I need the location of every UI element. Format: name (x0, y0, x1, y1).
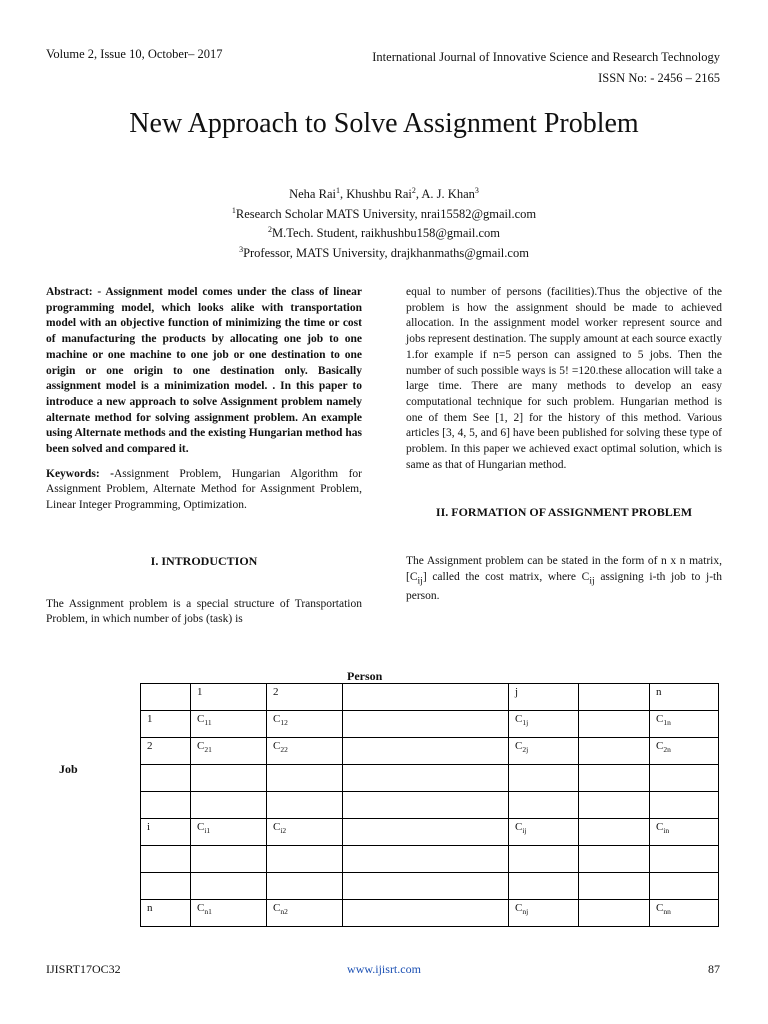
cell-value: n (656, 686, 662, 698)
table-row (141, 684, 719, 711)
table-cell (191, 738, 267, 765)
table-cell (343, 900, 509, 927)
table-cell (343, 684, 509, 711)
table-cell (141, 765, 191, 792)
table-cell (579, 873, 650, 900)
cell-value: i (147, 821, 151, 833)
cell-value: C (197, 902, 205, 914)
affiliation-2-mark: 2 (268, 225, 273, 235)
table-cell (509, 711, 579, 738)
table-cell (191, 900, 267, 927)
formation-text-part-3: assigning i-th job to j-th person. (406, 570, 722, 602)
table-cell (191, 765, 267, 792)
table-cell (509, 738, 579, 765)
table-cell (579, 684, 650, 711)
cell-value: j (515, 686, 519, 698)
table-row (141, 765, 719, 792)
table-cell (509, 684, 579, 711)
cell-value: C (656, 821, 664, 833)
table-cell (509, 765, 579, 792)
table-cell (141, 900, 191, 927)
cell-subscript: n2 (280, 907, 288, 917)
table-cell (141, 846, 191, 873)
right-column (406, 285, 722, 605)
paper-title: New Approach to Solve Assignment Problem (129, 108, 639, 139)
introduction-heading: I. INTRODUCTION (150, 553, 258, 568)
table-cell (141, 792, 191, 819)
table-cell (141, 711, 191, 738)
author-sep-2: , (415, 187, 422, 202)
table-cell (579, 765, 650, 792)
cell-value: C (515, 902, 523, 914)
table-row (141, 711, 719, 738)
cell-value: C (197, 713, 205, 725)
formation-heading: II. FORMATION OF ASSIGNMENT PROBLEM (435, 505, 693, 520)
table-cell (650, 873, 719, 900)
table-cell (141, 684, 191, 711)
table-cell (579, 819, 650, 846)
author-block (0, 183, 768, 262)
issn: ISSN No: - 2456 – 2165 (598, 71, 720, 85)
cell-subscript: in (663, 826, 670, 836)
table-cell (343, 873, 509, 900)
page-number: 87 (708, 962, 720, 976)
table-row (141, 846, 719, 873)
table-cell (509, 792, 579, 819)
author-3: A. J. Khan (421, 187, 475, 202)
keywords (46, 467, 362, 514)
table-cell (191, 711, 267, 738)
table-row (141, 900, 719, 927)
formation-text-part-2: ] called the cost matrix, where C (422, 570, 590, 583)
author-names (0, 183, 768, 203)
table-cell (267, 873, 343, 900)
abstract: Abstract: - Assignment model comes under the class of linear programming model, which looks alike with transportation model with an objective function of minimizing the time or cost of manufacturing the products by allocating one job to one machine or one machine to one job or one destination to one origin or one origin to one destination only. Basically assignment model is a minimization model. . In this paper to introduce a new approach to solve Assignment problem namely alternate method for solving assignment problem. An example using Alternate methods and the existing Hungarian method has been solved and compared it. (46, 286, 362, 456)
cell-subscript: 2n (663, 745, 671, 755)
cell-subscript: i2 (280, 826, 287, 836)
cell-subscript: 11 (204, 718, 212, 728)
table-cell (267, 792, 343, 819)
table-cell (191, 792, 267, 819)
table-cell (650, 765, 719, 792)
cell-value: C (273, 740, 281, 752)
table-cell (191, 684, 267, 711)
table-cell (267, 846, 343, 873)
cell-value: C (273, 713, 281, 725)
left-column (46, 285, 362, 628)
table-cell (509, 846, 579, 873)
table-row (141, 738, 719, 765)
keywords-label: Keywords: - (46, 467, 114, 480)
table-cell (267, 738, 343, 765)
job-axis-label: Job (59, 762, 78, 776)
affiliation-3-text: Professor, MATS University, drajkhanmaths@gmail.com (243, 246, 529, 261)
cell-subscript: 22 (280, 745, 288, 755)
cell-value: C (515, 740, 523, 752)
cell-value: C (656, 713, 664, 725)
author-2: Khushbu Rai (346, 187, 412, 202)
volume-issue: Volume 2, Issue 10, October– 2017 (46, 47, 223, 61)
table-cell (579, 900, 650, 927)
table-cell (579, 792, 650, 819)
table-cell (509, 900, 579, 927)
author-3-mark: 3 (474, 186, 479, 195)
paper-id: IJISRT17OC32 (46, 962, 121, 976)
affiliation-1-mark: 1 (231, 205, 236, 215)
table-cell (579, 846, 650, 873)
author-sep-1: , (339, 187, 347, 202)
cell-value: C (197, 740, 205, 752)
table-cell (267, 900, 343, 927)
cell-value: C (197, 821, 205, 833)
author-1-mark: 1 (335, 186, 340, 195)
cell-value: 2 (147, 740, 153, 752)
cell-subscript: 2j (522, 745, 529, 755)
keywords-text: Assignment Problem, Hungarian Algorithm for Assignment Problem, Alternate Method for Assignment Problem, Linear Integer Programming, Optimization. (46, 467, 362, 512)
cell-subscript: n1 (204, 907, 212, 917)
table-cell (509, 873, 579, 900)
table-cell (509, 819, 579, 846)
cell-value: C (656, 740, 664, 752)
cost-matrix-table (140, 683, 719, 927)
table-cell (343, 792, 509, 819)
table-cell (141, 873, 191, 900)
affiliation-3 (0, 242, 768, 262)
table-cell (650, 792, 719, 819)
table-row (141, 873, 719, 900)
cost-matrix-body (141, 684, 719, 927)
cell-subscript: 1j (522, 718, 529, 728)
table-cell (191, 846, 267, 873)
table-cell (267, 684, 343, 711)
table-cell (267, 819, 343, 846)
cell-value: C (273, 902, 281, 914)
table-cell (650, 819, 719, 846)
cell-value: 1 (147, 713, 153, 725)
cell-subscript: 1n (663, 718, 671, 728)
author-1: Neha Rai (289, 187, 336, 202)
table-cell (650, 738, 719, 765)
cell-value: n (147, 902, 153, 914)
formation-text-part-1: The Assignment problem can be stated in the form of n x n matrix, [C (406, 555, 722, 583)
cell-value: 1 (197, 686, 203, 698)
cell-subscript: ij (522, 826, 527, 836)
table-row (141, 792, 719, 819)
cell-subscript: 12 (280, 718, 288, 728)
introduction-text: The Assignment problem is a special structure of Transportation Problem, in which number of jobs (task) is (46, 597, 362, 626)
cell-value: C (515, 821, 523, 833)
cell-value: 2 (273, 686, 279, 698)
affiliation-3-mark: 3 (239, 244, 244, 254)
affiliation-1 (0, 203, 768, 223)
formation-text (406, 554, 722, 604)
table-cell (267, 711, 343, 738)
table-cell (343, 711, 509, 738)
table-cell (343, 738, 509, 765)
table-cell (267, 765, 343, 792)
affiliation-2 (0, 222, 768, 242)
affiliation-1-text: Research Scholar MATS University, nrai15582@gmail.com (235, 206, 537, 221)
cell-subscript: nj (522, 907, 529, 917)
table-cell (191, 873, 267, 900)
table-cell (191, 819, 267, 846)
table-cell (650, 711, 719, 738)
formation-subscript-2: ij (589, 575, 595, 587)
cell-value: C (273, 821, 281, 833)
table-row (141, 819, 719, 846)
author-2-mark: 2 (411, 186, 416, 195)
table-cell (650, 846, 719, 873)
person-axis-label: Person (347, 669, 383, 683)
table-cell (579, 711, 650, 738)
table-cell (141, 738, 191, 765)
journal-name: International Journal of Innovative Science and Research Technology (372, 50, 720, 64)
website-link[interactable]: www.ijisrt.com (347, 962, 421, 976)
introduction-continuation: equal to number of persons (facilities).Thus the objective of the problem is how the assignment should be made to achieved allocation. In the assignment model worker represent source and jobs represent destination. The supply amount at each source exactly 1.for example if n=5 person can assigned to 5 jobs. Then the number of such possible ways is 5! =120.these allocation will take a large time. There are many methods to develop an easy computational technique for such problem. Hungarian method is one of them See [1, 2] for the history of this method. Various articles [3, 4, 5, and 6] have been published for solving these type of problem. In this paper we achieved exact optimal solution, which is same as that of Hungarian method. (406, 286, 722, 471)
table-cell (343, 765, 509, 792)
table-cell (141, 819, 191, 846)
table-cell (343, 846, 509, 873)
journal-header (372, 47, 720, 89)
table-cell (650, 684, 719, 711)
cell-subscript: i1 (204, 826, 211, 836)
table-cell (650, 900, 719, 927)
cell-value: C (656, 902, 664, 914)
cell-subscript: nn (663, 907, 671, 917)
cell-value: C (515, 713, 523, 725)
cell-subscript: 21 (204, 745, 212, 755)
formation-subscript-1: ij (417, 575, 423, 587)
affiliation-2-text: M.Tech. Student, raikhushbu158@gmail.com (272, 226, 500, 241)
table-cell (579, 738, 650, 765)
table-cell (343, 819, 509, 846)
